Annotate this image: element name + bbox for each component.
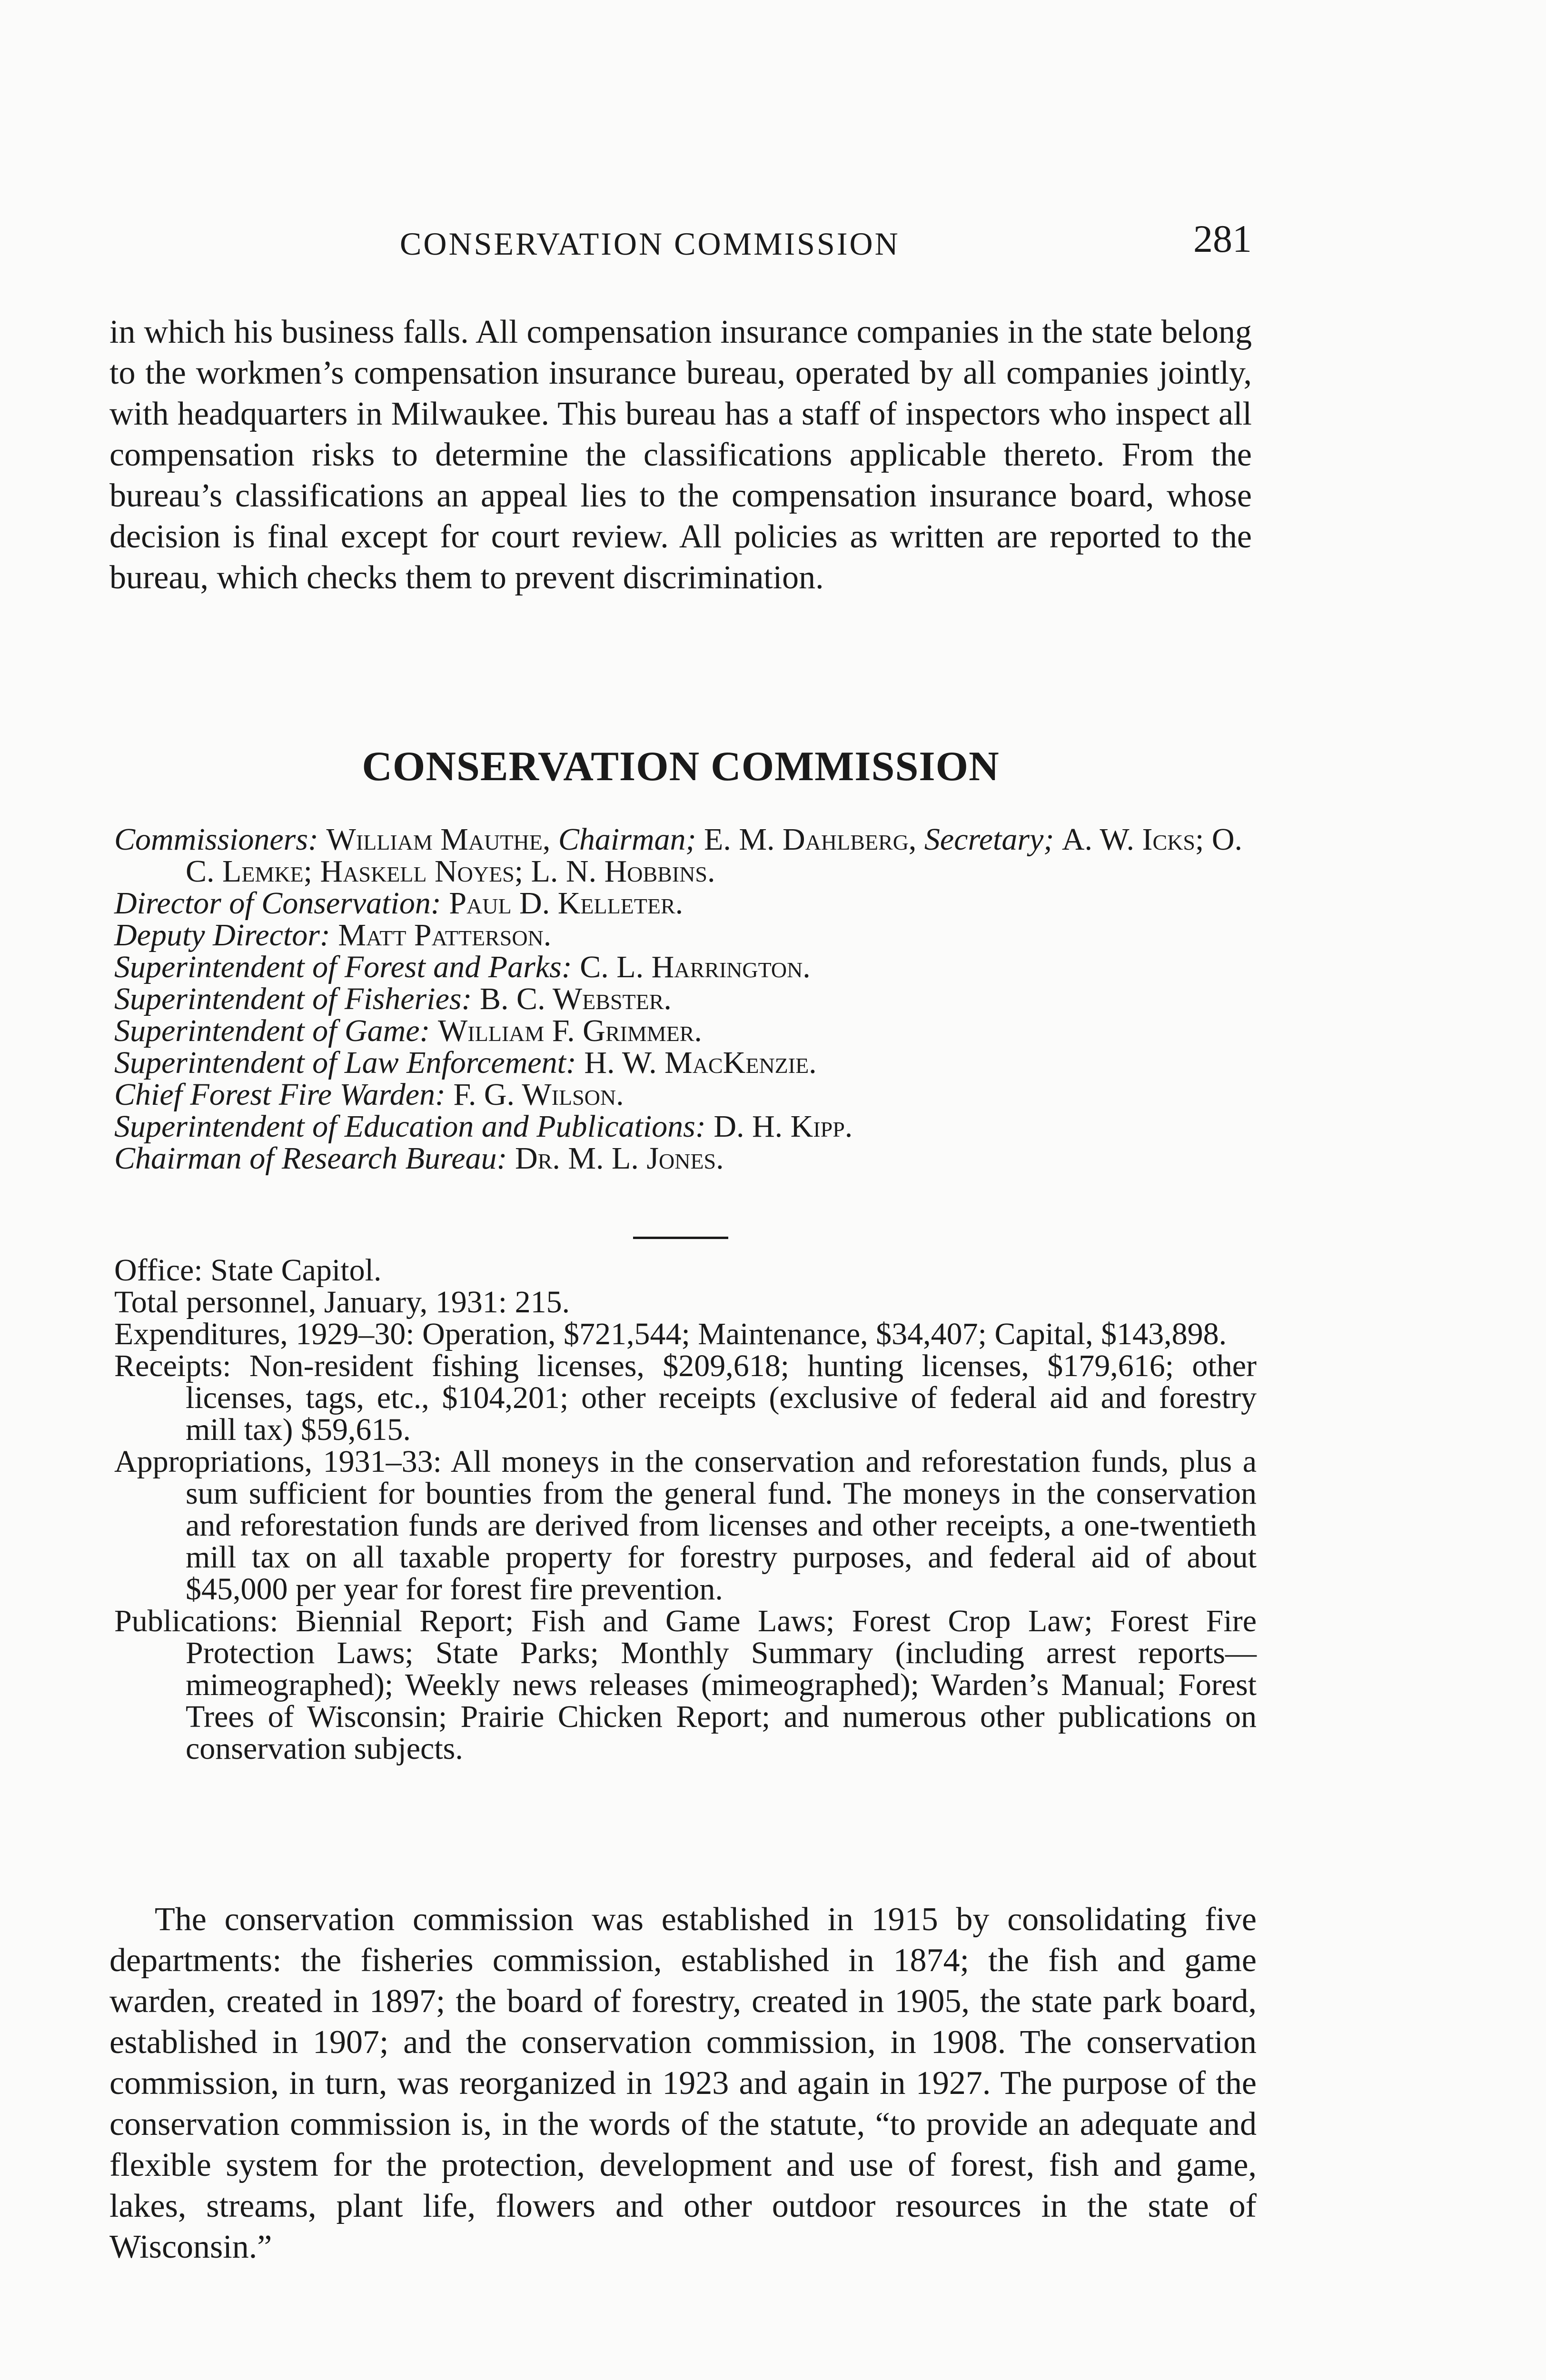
fact-publications: Publications: Biennial Report; Fish and Game Laws; Forest Crop Law; Forest Fire Protection Laws; State Parks; Monthly Summary (including arrest reports—mimeographed); Weekly news releases (mimeographed); Warden’s Manual; Forest Trees of Wisconsin; Prairie Chicken Report; and numerous other publications on conservation subjects. — [114, 1604, 1257, 1766]
fact-personnel: Total personnel, January, 1931: 215. — [114, 1285, 570, 1319]
officer-name: B. C. Webster. — [480, 982, 672, 1016]
officer-role: Chairman of Research Bureau: — [114, 1141, 507, 1176]
officer-name: Matt Patterson. — [338, 918, 552, 952]
secretary-title: Secretary; — [924, 822, 1054, 857]
officer-name: H. W. MacKenzie. — [584, 1045, 817, 1080]
officer-entry — [114, 951, 1257, 983]
page-number: 281 — [1193, 217, 1252, 260]
fact-expenditures: Expenditures, 1929–30: Operation, $721,544; Maintenance, $34,407; Capital, $143,898. — [114, 1317, 1227, 1351]
running-header — [109, 217, 1252, 269]
officer-name: Paul D. Kelleter. — [449, 886, 684, 921]
commissioners-label: Commissioners: — [114, 822, 319, 857]
fact-receipts: Receipts: Non-resident fishing licenses, $209,618; hunting licenses, $179,616; other licenses, tags, etc., $104,201; other receipts (exclusive of federal aid and forestry mill tax) $59,615. — [114, 1349, 1257, 1447]
officer-entry — [114, 1142, 1257, 1174]
officer-role: Superintendent of Forest and Parks: — [114, 950, 572, 984]
officer-role: Director of Conservation: — [114, 886, 441, 921]
officer-entry — [114, 887, 1257, 919]
officer-entry — [114, 919, 1257, 951]
fact-office: Office: State Capitol. — [114, 1253, 382, 1288]
officer-name: D. H. Kipp. — [714, 1109, 853, 1144]
commissioners-entry — [114, 823, 1257, 887]
section-heading: CONSERVATION COMMISSION — [362, 744, 1000, 790]
officer-role: Superintendent of Fisheries: — [114, 982, 472, 1016]
officer-role: Chief Forest Fire Warden: — [114, 1077, 446, 1112]
secretary-name: E. M. Dahlberg, — [704, 822, 917, 857]
officer-name: William F. Grimmer. — [438, 1013, 702, 1048]
section-divider — [633, 1237, 728, 1239]
intro-paragraph: in which his business falls. All compensation insurance companies in the state belong to the workmen’s compensation insurance bureau, operated by all companies jointly, with headquarters in Milwaukee. This bureau has a staff of inspectors who inspect all compensation risks to determine the classifications applicable thereto. From the bureau’s classifications an appeal lies to the compensation insurance board, whose decision is final except for court review. All policies as written are reported to the bureau, which checks them to prevent discrimination. — [109, 314, 1252, 596]
officer-entry — [114, 1047, 1257, 1079]
chairman-title: Chairman; — [558, 822, 696, 857]
chairman-name: William Mauthe, — [326, 822, 551, 857]
officer-role: Superintendent of Game: — [114, 1013, 430, 1048]
officer-list — [114, 823, 1257, 1174]
officer-entry — [114, 1111, 1257, 1142]
officer-role: Deputy Director: — [114, 918, 330, 952]
other-commissioners: A. W. Icks; O. C. Lemke; Haskell Noyes; L. N. Hobbins. — [186, 822, 1243, 889]
officer-name: F. G. Wilson. — [453, 1077, 624, 1112]
officer-role: Superintendent of Law Enforcement: — [114, 1045, 576, 1080]
officer-entry — [114, 983, 1257, 1015]
officer-entry — [114, 1079, 1257, 1111]
facts-list — [114, 1254, 1257, 1765]
fact-appropriations: Appropriations, 1931–33: All moneys in the conservation and reforestation funds, plus a sum sufficient for bounties from the general fund. The moneys in the conservation and reforestation funds are derived from licenses and other receipts, a one-twentieth mill tax on all taxable property for forestry purposes, and federal aid of about $45,000 per year for forest fire prevention. — [114, 1444, 1257, 1606]
history-paragraph: The conservation commission was established in 1915 by consolidating five departments: the fisheries commission, established in 1874; the fish and game warden, created in 1897; the board of forestry, created in 1905, the state park board, established in 1907; and the conservation commission, in 1908. The conservation commission, in turn, was reorganized in 1923 and again in 1927. The purpose of the conservation commission is, in the words of the statute, “to provide an adequate and flexible system for the protection, development and use of forest, fish and game, lakes, streams, plant life, flowers and other outdoor resources in the state of Wisconsin.” — [109, 1901, 1257, 2265]
officer-name: Dr. M. L. Jones. — [515, 1141, 724, 1176]
officer-name: C. L. Harrington. — [580, 950, 811, 984]
running-title: CONSERVATION COMMISSION — [400, 226, 900, 262]
officer-entry — [114, 1015, 1257, 1047]
officer-role: Superintendent of Education and Publications: — [114, 1109, 706, 1144]
